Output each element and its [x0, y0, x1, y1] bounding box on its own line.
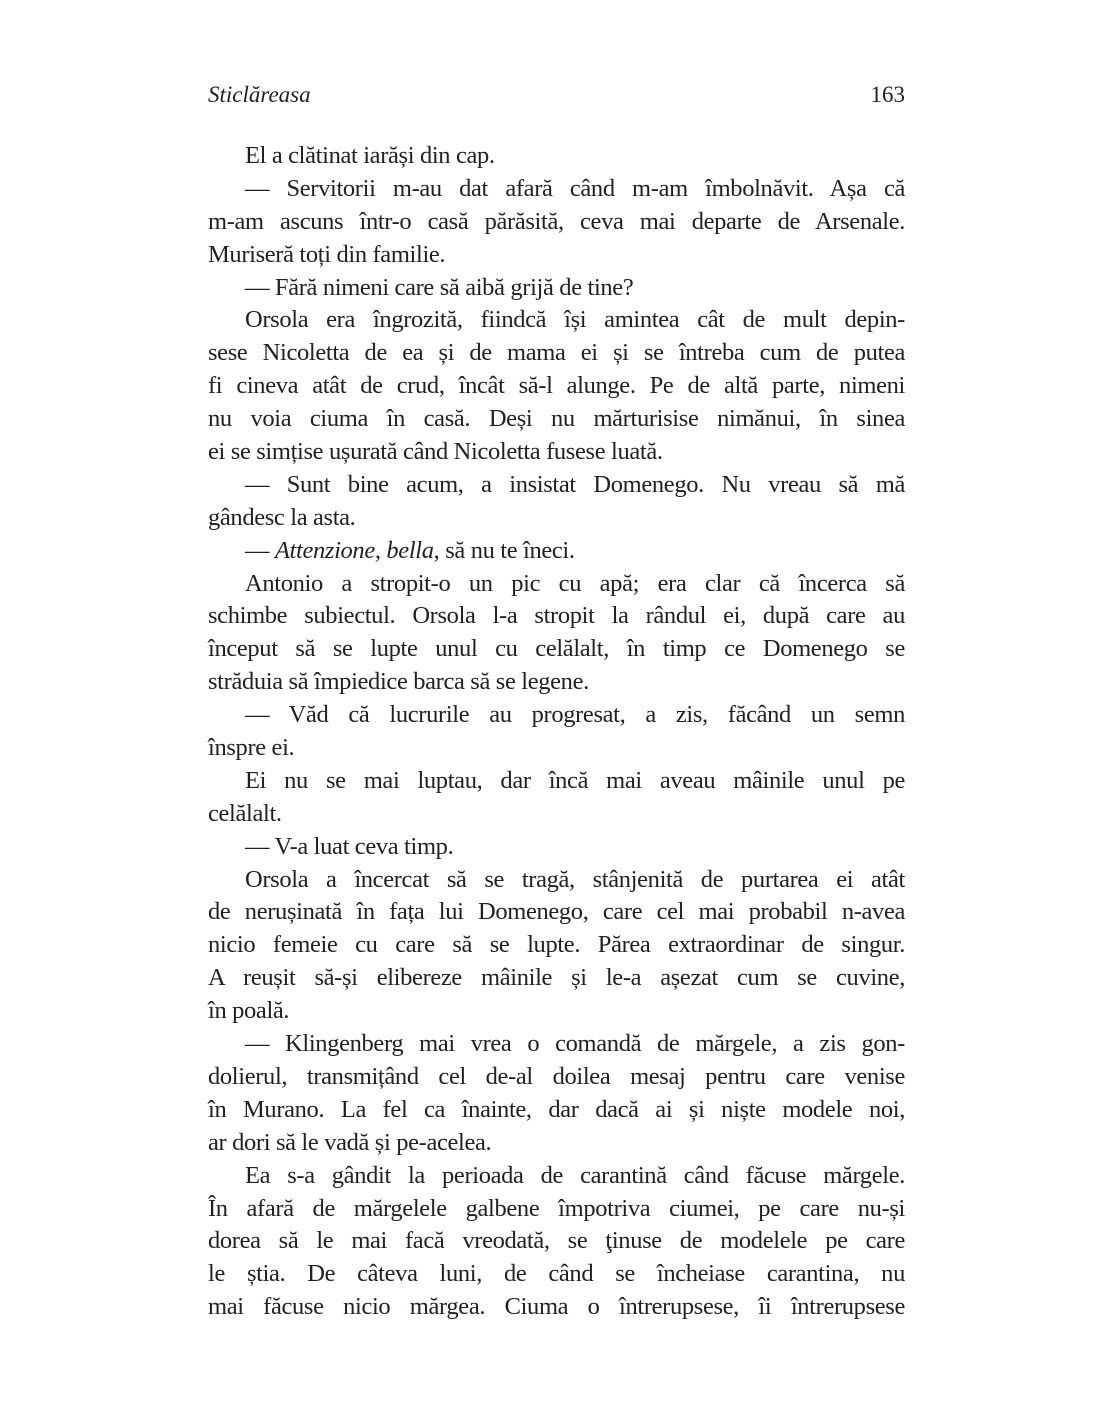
text-line: dolierul, transmițând cel de-al doilea mesaj pentru care venise	[208, 1062, 905, 1090]
text-line: în poală.	[208, 997, 290, 1025]
text-line: m-am ascuns într-o casă părăsită, ceva mai departe de Arsenale.	[208, 207, 905, 235]
text-line: dorea să le mai facă vreodată, se ţinuse de modelele pe care	[208, 1227, 905, 1255]
text-line: fi cineva atât de crud, încât să-l alunge. Pe de altă parte, nimeni	[208, 372, 905, 400]
text-line: ar dori să le vadă și pe-acelea.	[208, 1128, 492, 1156]
text-line: gândesc la asta.	[208, 503, 356, 531]
text-line: început să se lupte unul cu celălalt, în timp ce Domenego se	[208, 635, 905, 663]
text-line: — V-a luat ceva timp.	[245, 832, 454, 860]
text-line: mai făcuse nicio mărgea. Ciuma o întrerupsese, îi întrerupsese	[208, 1293, 905, 1321]
italic-phrase: Attenzione, bella	[274, 536, 434, 564]
text-line: Ea s-a gândit la perioada de carantină când făcuse mărgele.	[245, 1161, 905, 1189]
text-line: celălalt.	[208, 799, 282, 827]
text-line: străduia să împiedice barca să se legene.	[208, 668, 589, 696]
text-line: nu voia ciuma în casă. Deși nu mărturisise nimănui, în sinea	[208, 405, 905, 433]
text-line: În afară de mărgelele galbene împotriva ciumei, pe care nu-și	[208, 1194, 905, 1222]
text-line: — Servitorii m-au dat afară când m-am îmbolnăvit. Așa că	[245, 174, 905, 202]
text-line: Orsola a încercat să se tragă, stânjenită de purtarea ei atât	[245, 865, 905, 893]
text-line: le știa. De câteva luni, de când se încheiase carantina, nu	[208, 1260, 905, 1288]
text-line: — Sunt bine acum, a insistat Domenego. Nu vreau să mă	[245, 470, 905, 498]
text-line: schimbe subiectul. Orsola l-a stropit la rândul ei, după care au	[208, 602, 905, 630]
text-segment: , să nu te îneci.	[433, 536, 575, 564]
text-line: Muriseră toți din familie.	[208, 240, 446, 268]
text-line: nicio femeie cu care să se lupte. Părea extraordinar de singur.	[208, 931, 905, 959]
page-number: 163	[870, 82, 905, 107]
text-line: în Murano. La fel ca înainte, dar dacă ai și niște modele noi,	[208, 1095, 905, 1123]
text-line: înspre ei.	[208, 734, 295, 762]
book-title: Sticlăreasa	[208, 82, 311, 107]
text-line	[208, 535, 905, 568]
text-line: sese Nicoletta de ea și de mama ei și se întreba cum de putea	[208, 339, 905, 367]
text-line: Antonio a stropit-o un pic cu apă; era clar că încerca să	[245, 569, 905, 597]
text-segment: —	[245, 536, 275, 564]
text-line: A reușit să-și elibereze mâinile și le-a așezat cum se cuvine,	[208, 964, 905, 992]
running-header	[208, 82, 905, 114]
page-body	[208, 140, 905, 1324]
text-line: — Klingenberg mai vrea o comandă de mărgele, a zis gon-	[245, 1030, 905, 1058]
text-line: ei se simțise ușurată când Nicoletta fusese luată.	[208, 438, 663, 466]
text-line: — Văd că lucrurile au progresat, a zis, făcând un semn	[245, 701, 905, 729]
text-line: de nerușinată în fața lui Domenego, care cel mai probabil n-avea	[208, 898, 905, 926]
text-line: — Fără nimeni care să aibă grijă de tine?	[245, 273, 634, 301]
text-line: Ei nu se mai luptau, dar încă mai aveau mâinile unul pe	[245, 766, 905, 794]
text-line: El a clătinat iarăși din cap.	[245, 142, 495, 169]
text-line: Orsola era îngrozită, fiindcă își amintea cât de mult depin-	[245, 306, 905, 334]
